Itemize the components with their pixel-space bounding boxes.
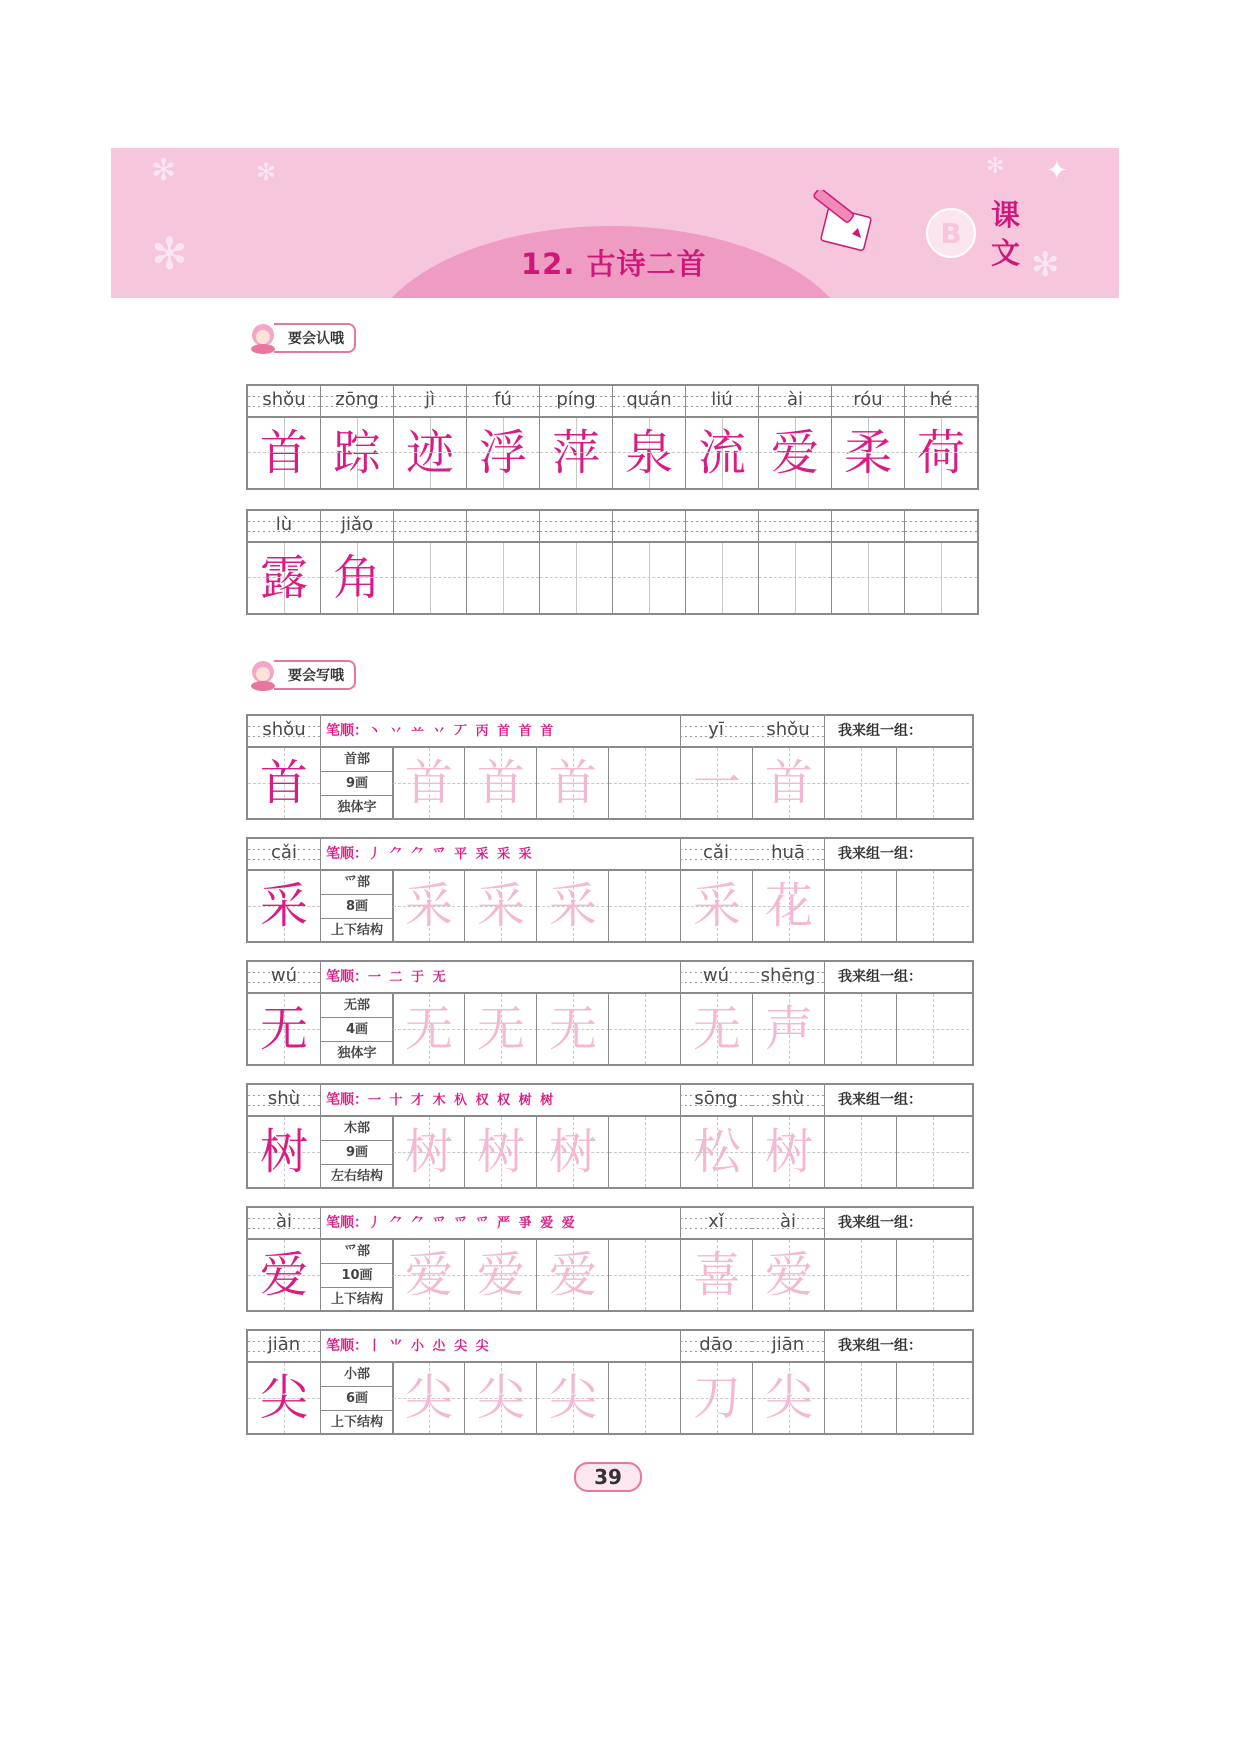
stroke-count: 9画	[321, 772, 393, 796]
recognize-cell	[685, 386, 758, 488]
write-section-label	[246, 660, 356, 690]
word-pinyin: cǎi	[680, 839, 752, 869]
trace-cell[interactable]	[536, 1363, 609, 1433]
pinyin	[686, 511, 758, 543]
word-character: 无	[692, 1001, 741, 1057]
stroke-count: 9画	[321, 1141, 393, 1165]
word-trace-cell[interactable]	[752, 748, 825, 818]
trace-character: 树	[476, 1124, 525, 1180]
pinyin: róu	[832, 386, 904, 418]
recognize-cell-empty	[758, 511, 831, 613]
character	[394, 543, 466, 613]
trace-cell[interactable]	[536, 748, 609, 818]
trace-cell[interactable]	[464, 748, 537, 818]
character: 柔	[832, 418, 904, 488]
writing-block	[246, 1083, 974, 1189]
group-words-label: 我来组一组：	[838, 1338, 922, 1354]
trace-cell[interactable]	[464, 1363, 537, 1433]
trace-character: 首	[476, 755, 525, 811]
trace-character: 无	[548, 1001, 597, 1057]
structure: 独体字	[337, 800, 377, 815]
pinyin: jiān	[248, 1331, 320, 1361]
section-tag-line1: 课	[991, 198, 1021, 232]
model-character-cell	[248, 748, 320, 818]
word-character: 刀	[692, 1370, 741, 1426]
model-character: 无	[259, 1001, 308, 1057]
trace-character: 尖	[404, 1370, 453, 1426]
writing-block	[246, 960, 974, 1066]
character-info	[320, 1117, 394, 1187]
word-trace-cell[interactable]	[752, 1363, 825, 1433]
bubble-letter: B	[940, 217, 962, 250]
group-word-cell[interactable]	[824, 1240, 897, 1310]
trace-character: 尖	[476, 1370, 525, 1426]
pinyin: zōng	[321, 386, 393, 418]
word-pinyin: shǒu	[752, 716, 824, 746]
flower-icon: ✻	[256, 158, 277, 186]
character: 流	[686, 418, 758, 488]
blank-writing-cell[interactable]	[608, 1363, 681, 1433]
group-words-label: 我来组一组：	[838, 723, 922, 739]
character: 角	[321, 543, 393, 613]
writing-block-body	[248, 1240, 972, 1310]
character: 荷	[905, 418, 977, 488]
character	[540, 543, 612, 613]
radical: 爫部	[321, 1240, 393, 1264]
character-info	[320, 871, 394, 941]
recognize-row-2	[246, 509, 979, 615]
pinyin: cǎi	[248, 839, 320, 869]
writing-block	[246, 1206, 974, 1312]
structure: 上下结构	[330, 1415, 383, 1430]
pinyin: hé	[905, 386, 977, 418]
recognize-cell	[248, 511, 320, 613]
group-word-cell[interactable]	[824, 1117, 897, 1187]
recognize-cell	[831, 386, 904, 488]
writing-block	[246, 1329, 974, 1435]
pinyin	[613, 511, 685, 543]
trace-character: 爱	[476, 1247, 525, 1303]
letter-b-bubble-icon	[921, 203, 981, 263]
model-character: 尖	[259, 1370, 308, 1426]
flower-icon: ✻	[151, 229, 188, 280]
word-trace-cell[interactable]	[680, 871, 753, 941]
pinyin: quán	[613, 386, 685, 418]
word-pinyin: ài	[752, 1208, 824, 1238]
stroke-order	[326, 1208, 577, 1238]
writing-block-header	[248, 1085, 972, 1117]
recognize-cell	[539, 386, 612, 488]
group-word-cell[interactable]	[896, 748, 969, 818]
word-character: 喜	[692, 1247, 741, 1303]
recognize-cell	[612, 386, 685, 488]
word-pinyin: huā	[752, 839, 824, 869]
trace-character: 首	[548, 755, 597, 811]
recognize-cell	[248, 386, 320, 488]
character: 露	[248, 543, 320, 613]
character	[759, 543, 831, 613]
radical: 无部	[321, 994, 393, 1018]
group-word-cell[interactable]	[824, 748, 897, 818]
trace-character: 树	[548, 1124, 597, 1180]
flower-icon: ✻	[1031, 245, 1060, 285]
group-word-cell[interactable]	[824, 871, 897, 941]
word-trace-cell[interactable]	[752, 1117, 825, 1187]
word-character: 花	[764, 878, 813, 934]
word-pinyin: wú	[680, 962, 752, 992]
character	[832, 543, 904, 613]
pinyin: lù	[248, 511, 320, 543]
pinyin: jì	[394, 386, 466, 418]
model-character-cell	[248, 994, 320, 1064]
blank-writing-cell[interactable]	[608, 1240, 681, 1310]
girl-mascot-icon	[246, 321, 280, 355]
model-character-cell	[248, 1117, 320, 1187]
stroke-order	[326, 839, 534, 869]
trace-cell[interactable]	[536, 1240, 609, 1310]
pinyin	[832, 511, 904, 543]
trace-cell[interactable]	[536, 871, 609, 941]
model-character: 爱	[259, 1247, 308, 1303]
writing-block-body	[248, 1117, 972, 1187]
pinyin: shǒu	[248, 716, 320, 746]
trace-character: 采	[476, 878, 525, 934]
stroke-count: 4画	[321, 1018, 393, 1042]
sparkle-icon: ✦	[1046, 156, 1068, 186]
trace-cell[interactable]	[392, 1117, 465, 1187]
model-character-cell	[248, 1363, 320, 1433]
stroke-order-sequence: 一 十 才 木 杁 权 权 树 树	[368, 1093, 556, 1108]
group-word-cell[interactable]	[896, 1117, 969, 1187]
blank-writing-cell[interactable]	[608, 994, 681, 1064]
writing-block-header	[248, 839, 972, 871]
word-character: 爱	[764, 1247, 813, 1303]
writing-block-header	[248, 962, 972, 994]
trace-cell[interactable]	[464, 1117, 537, 1187]
blank-writing-cell[interactable]	[608, 871, 681, 941]
write-label: 要会写哦	[274, 660, 356, 690]
group-words-label: 我来组一组：	[838, 969, 922, 985]
header-banner	[111, 148, 1119, 298]
recognize-row-1	[246, 384, 979, 490]
stroke-order-label: 笔顺：	[326, 723, 368, 739]
recognize-cell	[393, 386, 466, 488]
group-word-cell[interactable]	[896, 871, 969, 941]
pinyin	[905, 511, 977, 543]
trace-character: 无	[476, 1001, 525, 1057]
word-trace-cell[interactable]	[680, 1240, 753, 1310]
writing-block-header	[248, 1208, 972, 1240]
radical: 小部	[321, 1363, 393, 1387]
word-trace-cell[interactable]	[752, 994, 825, 1064]
word-pinyin: sōng	[680, 1085, 752, 1115]
word-trace-cell[interactable]	[680, 1117, 753, 1187]
blank-writing-cell[interactable]	[608, 748, 681, 818]
radical: 爫部	[321, 871, 393, 895]
group-word-cell[interactable]	[896, 994, 969, 1064]
word-trace-cell[interactable]	[752, 1240, 825, 1310]
character: 首	[248, 418, 320, 488]
trace-cell[interactable]	[392, 871, 465, 941]
recognize-cell-empty	[904, 511, 977, 613]
structure: 上下结构	[330, 1292, 383, 1307]
stroke-order-sequence: 一 二 于 无	[368, 970, 448, 985]
trace-character: 采	[548, 878, 597, 934]
recognize-cell-empty	[539, 511, 612, 613]
character: 浮	[467, 418, 539, 488]
group-words-label: 我来组一组：	[838, 846, 922, 862]
section-tag	[991, 196, 1020, 272]
page-title: 12. 古诗二首	[521, 247, 707, 281]
trace-cell[interactable]	[392, 1240, 465, 1310]
character	[467, 543, 539, 613]
word-trace-cell[interactable]	[680, 1363, 753, 1433]
girl-mascot-icon	[246, 658, 280, 692]
trace-character: 爱	[404, 1247, 453, 1303]
radical: 木部	[321, 1117, 393, 1141]
trace-cell[interactable]	[392, 994, 465, 1064]
stroke-order-sequence: 丨 ⺌ 小 尐 尖 尖	[368, 1339, 491, 1354]
trace-character: 爱	[548, 1247, 597, 1303]
character: 爱	[759, 418, 831, 488]
group-word-cell[interactable]	[896, 1363, 969, 1433]
recognize-cell	[320, 511, 393, 613]
trace-cell[interactable]	[536, 994, 609, 1064]
stroke-order-label: 笔顺：	[326, 1215, 368, 1231]
character	[905, 543, 977, 613]
recognize-label: 要会认哦	[274, 323, 356, 353]
character-info	[320, 994, 394, 1064]
recognize-cell	[758, 386, 831, 488]
group-word-cell[interactable]	[896, 1240, 969, 1310]
writing-block-header	[248, 716, 972, 748]
pencil-notepad-icon	[806, 190, 878, 252]
pinyin	[467, 511, 539, 543]
word-character: 首	[764, 755, 813, 811]
model-character: 树	[259, 1124, 308, 1180]
character	[613, 543, 685, 613]
word-character: 松	[692, 1124, 741, 1180]
pinyin	[759, 511, 831, 543]
recognize-cell-empty	[831, 511, 904, 613]
group-words-label: 我来组一组：	[838, 1215, 922, 1231]
stroke-order	[326, 1331, 491, 1361]
flower-icon: ✻	[151, 153, 177, 188]
word-character: 采	[692, 878, 741, 934]
trace-character: 采	[404, 878, 453, 934]
pinyin: ài	[759, 386, 831, 418]
page-number: 39	[574, 1462, 642, 1492]
recognize-cell	[466, 386, 539, 488]
writing-block	[246, 714, 974, 820]
stroke-order-label: 笔顺：	[326, 1092, 368, 1108]
recognize-cell-empty	[612, 511, 685, 613]
trace-cell[interactable]	[464, 1240, 537, 1310]
word-trace-cell[interactable]	[680, 994, 753, 1064]
stroke-count: 6画	[321, 1387, 393, 1411]
writing-block	[246, 837, 974, 943]
stroke-order-label: 笔顺：	[326, 846, 368, 862]
pinyin: ài	[248, 1208, 320, 1238]
pinyin: wú	[248, 962, 320, 992]
stroke-order-sequence: 丶 丷 䒑 丷 丆 丙 首 首 首	[368, 724, 556, 739]
word-pinyin: shù	[752, 1085, 824, 1115]
recognize-cell	[320, 386, 393, 488]
word-pinyin: shēng	[752, 962, 824, 992]
structure: 独体字	[337, 1046, 377, 1061]
trace-character: 树	[404, 1124, 453, 1180]
word-pinyin: jiān	[752, 1331, 824, 1361]
writing-block-header	[248, 1331, 972, 1363]
trace-character: 无	[404, 1001, 453, 1057]
trace-cell[interactable]	[392, 748, 465, 818]
stroke-count: 10画	[321, 1264, 393, 1288]
writing-block-body	[248, 748, 972, 818]
word-character: 树	[764, 1124, 813, 1180]
trace-cell[interactable]	[464, 994, 537, 1064]
character: 迹	[394, 418, 466, 488]
recognize-cell-empty	[685, 511, 758, 613]
word-character: 尖	[764, 1370, 813, 1426]
stroke-order	[326, 716, 555, 746]
trace-cell[interactable]	[392, 1363, 465, 1433]
character-info	[320, 1240, 394, 1310]
radical: 首部	[321, 748, 393, 772]
recognize-section-label	[246, 323, 356, 353]
stroke-order	[326, 1085, 555, 1115]
character-info	[320, 748, 394, 818]
stroke-order-sequence: 丿 ⺈ ⺈ 爫 平 采 采 采	[368, 847, 534, 862]
flower-icon: ✻	[986, 154, 1005, 179]
word-pinyin: dāo	[680, 1331, 752, 1361]
pinyin: píng	[540, 386, 612, 418]
character-info	[320, 1363, 394, 1433]
recognize-cell	[904, 386, 977, 488]
character: 萍	[540, 418, 612, 488]
stroke-order-label: 笔顺：	[326, 969, 368, 985]
structure: 左右结构	[330, 1169, 383, 1184]
stroke-count: 8画	[321, 895, 393, 919]
trace-character: 尖	[548, 1370, 597, 1426]
structure: 上下结构	[330, 923, 383, 938]
section-tag-line2: 文	[991, 236, 1021, 270]
model-character: 首	[259, 755, 308, 811]
pinyin	[394, 511, 466, 543]
word-character: 一	[692, 755, 741, 811]
group-word-cell[interactable]	[824, 994, 897, 1064]
word-trace-cell[interactable]	[680, 748, 753, 818]
group-word-cell[interactable]	[824, 1363, 897, 1433]
character: 泉	[613, 418, 685, 488]
character: 踪	[321, 418, 393, 488]
stroke-order	[326, 962, 448, 992]
model-character: 采	[259, 878, 308, 934]
writing-block-body	[248, 1363, 972, 1433]
trace-cell[interactable]	[464, 871, 537, 941]
pinyin: fú	[467, 386, 539, 418]
model-character-cell	[248, 1240, 320, 1310]
model-character-cell	[248, 871, 320, 941]
word-pinyin: yī	[680, 716, 752, 746]
stroke-order-label: 笔顺：	[326, 1338, 368, 1354]
blank-writing-cell[interactable]	[608, 1117, 681, 1187]
word-character: 声	[764, 1001, 813, 1057]
pinyin: shǒu	[248, 386, 320, 418]
pinyin	[540, 511, 612, 543]
word-trace-cell[interactable]	[752, 871, 825, 941]
group-words-label: 我来组一组：	[838, 1092, 922, 1108]
stroke-order-sequence: 丿 ⺈ ⺈ 爫 爫 爫 严 爭 爱 爱	[368, 1216, 577, 1231]
trace-cell[interactable]	[536, 1117, 609, 1187]
word-pinyin: xǐ	[680, 1208, 752, 1238]
pinyin: jiǎo	[321, 511, 393, 543]
character	[686, 543, 758, 613]
pinyin: shù	[248, 1085, 320, 1115]
trace-character: 首	[404, 755, 453, 811]
writing-block-body	[248, 994, 972, 1064]
pinyin: liú	[686, 386, 758, 418]
recognize-cell-empty	[466, 511, 539, 613]
writing-block-body	[248, 871, 972, 941]
recognize-cell-empty	[393, 511, 466, 613]
